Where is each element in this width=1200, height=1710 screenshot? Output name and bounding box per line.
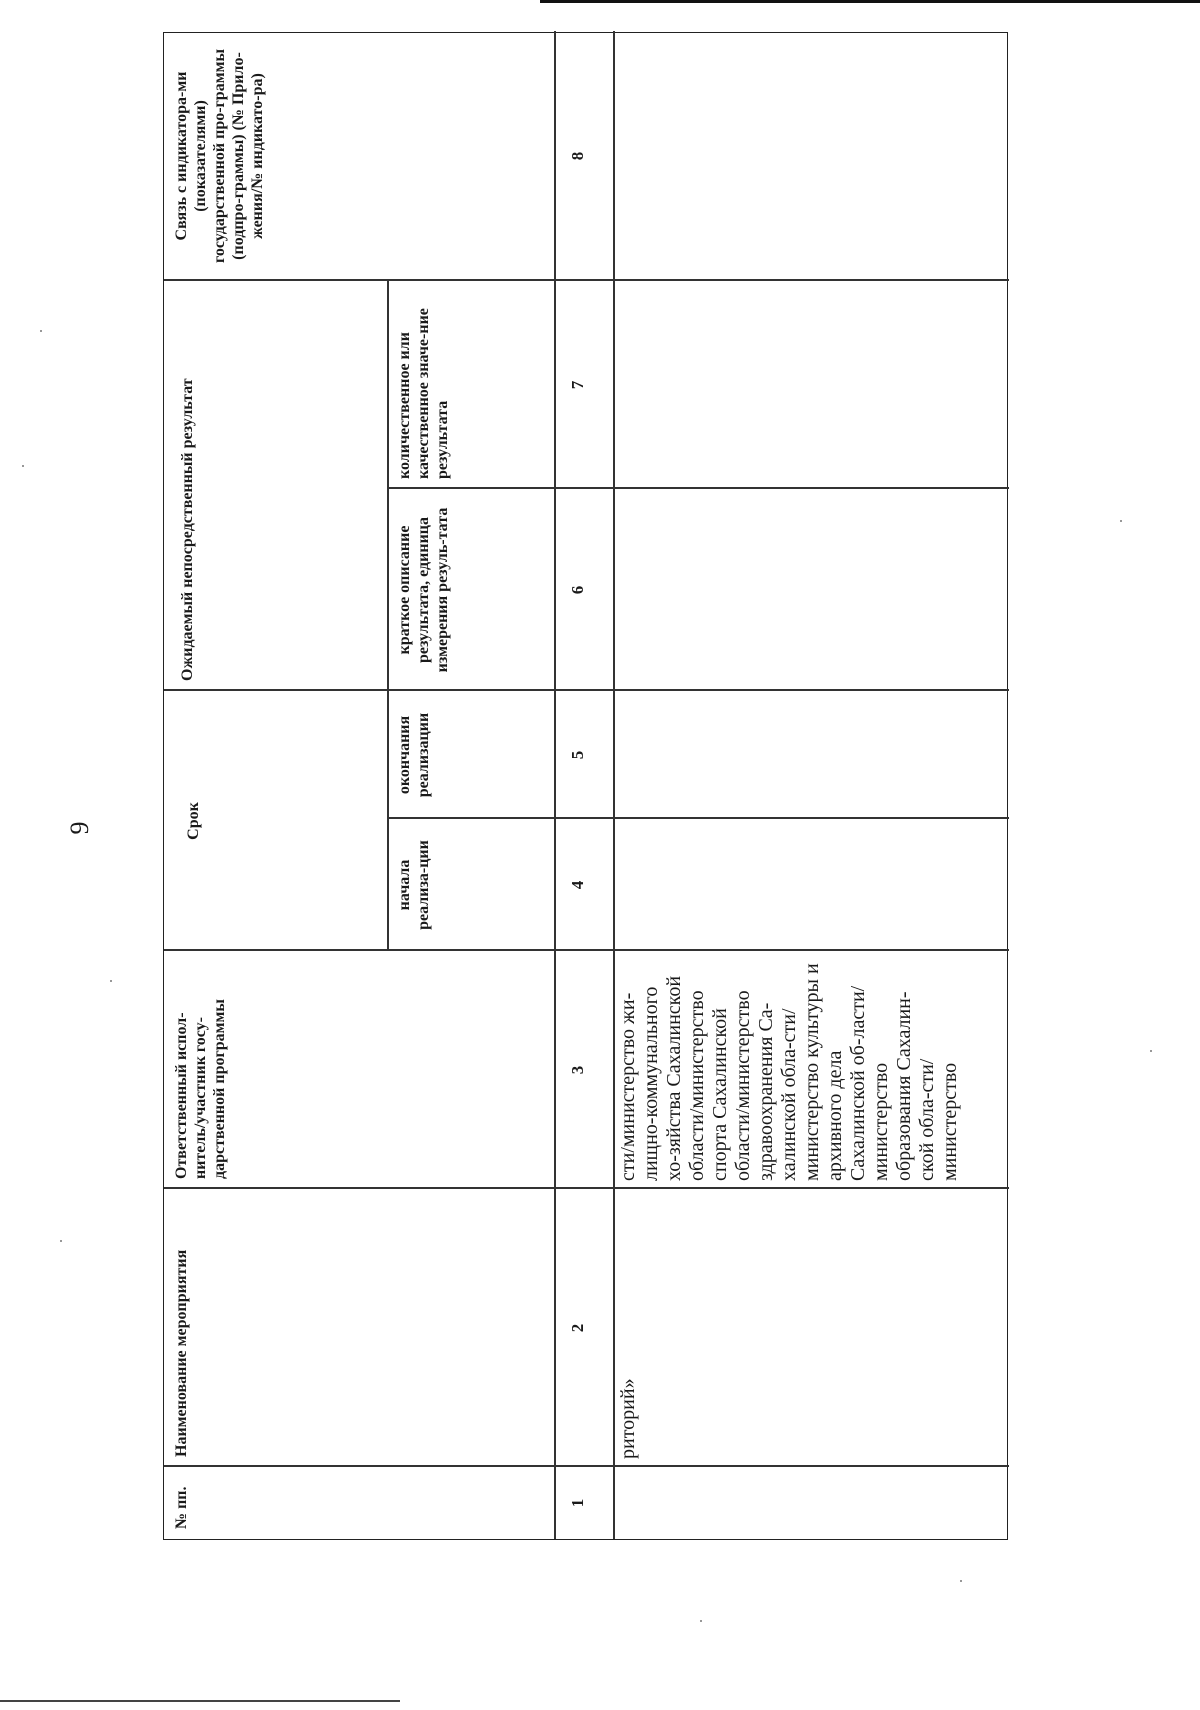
header-result-desc: краткое описание результата, единица измерения резуль-тата xyxy=(396,507,451,673)
column-number: 8 xyxy=(568,151,587,161)
column-number: 3 xyxy=(568,1065,587,1075)
scan-speck xyxy=(22,465,24,467)
scan-speck xyxy=(110,980,112,982)
scan-speck xyxy=(60,1240,62,1242)
column-number: 1 xyxy=(568,1498,587,1508)
row-term-start xyxy=(613,819,1009,951)
scan-speck xyxy=(960,1580,962,1582)
column-number: 2 xyxy=(568,1323,587,1333)
row-responsible: сти/министерство жи-лищно-коммунального хо-зяйства Сахалинской области/министерство спорта Сахалинской области/министерство здравоохранения Са-халинской обла-сти/министерство культуры и архивного дела Сахалинской об-ласти/министерство образования Сахалин-ской обла-сти/министерство xyxy=(617,963,961,1181)
scan-edge-rule xyxy=(540,0,1200,3)
measures-table xyxy=(163,32,1008,1540)
header-link: Связь с индикатора-ми (показателями) государственной про-граммы (подпро-граммы) (№ Прило-жения/№ индикато-ра) xyxy=(173,49,266,263)
header-responsible: Ответственный испол-нитель/участник госу-дарственной программы xyxy=(173,999,228,1179)
row-term-end xyxy=(613,691,1009,819)
scan-speck xyxy=(1120,520,1122,522)
column-number: 5 xyxy=(568,750,587,760)
scan-speck xyxy=(40,330,42,332)
measures-table-body xyxy=(164,31,1009,1539)
header-result-value: количественное или качественное значе-ние результата xyxy=(396,308,451,479)
column-number: 4 xyxy=(568,880,587,890)
row-result-value xyxy=(613,281,1009,489)
header-term-end: окончания реализации xyxy=(396,712,432,798)
header-term: Срок xyxy=(185,802,202,840)
row-num xyxy=(613,1467,1009,1539)
scan-speck xyxy=(700,1620,702,1622)
scan-speck xyxy=(1150,1050,1152,1052)
column-number: 7 xyxy=(568,380,587,390)
page-number: 9 xyxy=(65,821,94,835)
row-link xyxy=(613,31,1009,281)
header-name: Наименование мероприятия xyxy=(173,1249,190,1457)
row-name: риторий» xyxy=(617,1378,639,1459)
column-number: 6 xyxy=(568,585,587,595)
scan-edge-rule xyxy=(0,1700,400,1702)
header-result: Ожидаемый непосредственный результат xyxy=(179,378,196,681)
header-num: № пп. xyxy=(173,1486,190,1529)
header-term-start: начала реализа-ции xyxy=(396,840,432,930)
row-result-desc xyxy=(613,489,1009,691)
